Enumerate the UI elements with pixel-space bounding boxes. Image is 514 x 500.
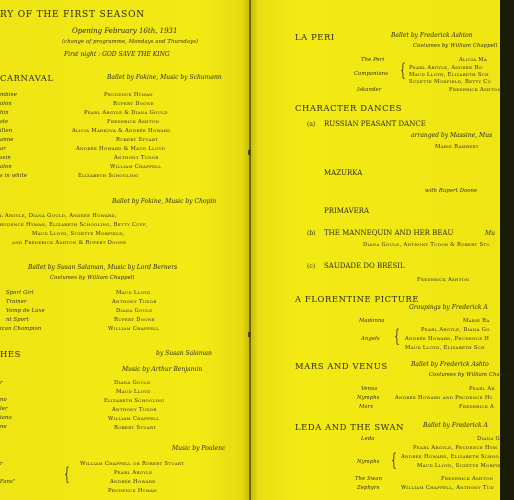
role: Madonna — [359, 318, 385, 324]
leda-credit: Ballet by Frederick A — [423, 422, 488, 429]
mars-venus-title: MARS AND VENUS — [295, 361, 388, 371]
role: Zephyrs — [357, 485, 380, 491]
role: Leda — [361, 436, 375, 442]
role: hin — [0, 110, 9, 116]
dance-title: SAUDADE DO BRÉSIL — [324, 262, 405, 270]
role: The Peri — [361, 57, 385, 63]
cast: Andrée Howard & Maud Lloyd — [76, 146, 166, 152]
cast: William Chappell — [110, 164, 162, 170]
cast: Andrée Howard, Prudence H — [405, 336, 490, 342]
role: The Swan — [355, 476, 383, 482]
season-title: RY OF THE FIRST SEASON — [0, 10, 145, 20]
change-note: (change of programme, Mondays and Thursdays) — [62, 39, 199, 45]
cast: Prudence Hyman — [104, 92, 153, 98]
cast: Rupert Doone — [113, 101, 154, 107]
cast: William Chappell — [108, 326, 160, 332]
dance-label: (b) — [307, 230, 316, 237]
role: illon — [0, 128, 13, 134]
role: Nymphs — [357, 395, 380, 401]
cast: Alicia Ma — [459, 57, 488, 63]
cast: Maud Lloyd, Suzette Morfield — [417, 463, 508, 469]
role: ne — [0, 424, 7, 430]
cast: Suzette Morfield, Betty Cu — [409, 79, 492, 85]
cast: Anthony Tudor — [114, 155, 159, 161]
cast: Pearl Argyle & Diana Gould — [84, 110, 168, 116]
mars-venus-costumes: Costumes by William Chappell — [429, 372, 514, 378]
carnaval-title: CARNAVAL — [0, 73, 54, 83]
mars-venus-credit: Ballet by Frederick Ashto — [411, 361, 489, 368]
cast: Andrée Howard and Prudence Hy — [395, 395, 493, 401]
cast: Frederick Ashton — [441, 476, 494, 482]
role: alon — [0, 164, 12, 170]
role: r — [0, 380, 3, 386]
role: olon — [0, 101, 12, 107]
cast: Maud Lloyd, Elizabeth Sch — [405, 345, 485, 351]
cast: Diana G — [477, 436, 500, 442]
cast: Diana Gould — [114, 380, 151, 386]
hes-credit: by Susan Salaman — [156, 350, 212, 357]
role: ican Champion — [0, 326, 42, 332]
chopin-cast-line: and Frederick Ashton & Rupert Doone — [12, 240, 127, 246]
chopin-cast-line: rudence Hyman, Elizabeth Schooling, Betty Cuff, — [0, 222, 148, 228]
dance-title: PRIMAVERA — [324, 207, 370, 215]
role: Fans" — [0, 479, 16, 485]
role: r — [0, 461, 3, 467]
cast: Frederick Ashton — [449, 87, 502, 93]
role: Iskander — [357, 87, 382, 93]
cast: William Chappell or Robert Stuart — [80, 461, 185, 467]
chopin-cast-line: Maud Lloyd, Suzette Morfield, — [32, 231, 125, 237]
berners-costumes: Costumes by William Chappell — [50, 275, 135, 281]
role: Vamp de Luxe — [6, 308, 45, 314]
cast: Pearl Argyle, Diana Go — [421, 327, 490, 333]
cast: Robert Stuart — [116, 137, 159, 143]
cast: Andrée Howard — [110, 479, 156, 485]
cast: Diana Gould — [116, 308, 153, 314]
florentine-credit: Groupings by Frederick A — [409, 304, 488, 311]
brace: { — [400, 60, 406, 81]
cast: Pearl Argyle, Andrée Ho — [409, 65, 483, 71]
cast: William Chappell — [108, 416, 160, 422]
role: ssin — [0, 155, 11, 161]
dance-title: THE MANNEQUIN AND HER BEAU — [324, 229, 454, 237]
cast: Maud Lloyd, Elizabeth Sch — [409, 72, 489, 78]
role: Angels — [361, 336, 380, 342]
hes-music: Music by Arthur Benjamin — [122, 366, 203, 373]
cast: Pearl Argyle — [114, 470, 153, 476]
role: no — [0, 397, 7, 403]
la-peri-title: LA PERI — [295, 32, 335, 42]
berners-credit: Ballet by Susan Salaman, Music by Lord Berners — [28, 264, 178, 271]
first-night: First night : GOD SAVE THE KING — [64, 51, 170, 58]
role: ler — [0, 406, 8, 412]
cast: Prudence Hyman — [108, 488, 157, 494]
character-dances-title: CHARACTER DANCES — [295, 103, 403, 113]
cast: Pearl Argyle, Prudence Hym — [413, 445, 498, 451]
cast: Marie Ra — [463, 318, 490, 324]
role: Sport Girl — [6, 290, 34, 296]
dance-label: (c) — [307, 263, 316, 270]
cast: Maud Lloyd — [116, 389, 151, 395]
brace: { — [394, 326, 400, 347]
role: Trainer — [6, 299, 27, 305]
role: Venus — [361, 386, 378, 392]
dance-title: RUSSIAN PEASANT DANCE — [324, 120, 426, 128]
cast: Frederick Ashton — [107, 119, 160, 125]
dance-cast: Marie Rambert — [435, 144, 479, 150]
left-page — [0, 0, 249, 500]
cast: Anthony Tudor — [112, 299, 157, 305]
cast: Elizabeth Schooling — [104, 398, 165, 404]
role: Nymphs — [357, 459, 380, 465]
cast: Pearl Ar — [469, 386, 495, 392]
cast: Frederick A — [459, 404, 494, 410]
cast: Elizabeth Schooling — [78, 173, 139, 179]
carnaval-credit: Ballet by Fokine, Music by Schumann — [107, 74, 222, 81]
cast: Anthony Tudor — [112, 407, 157, 413]
florentine-title: A FLORENTINE PICTURE — [295, 294, 420, 304]
role: ar — [0, 146, 6, 152]
la-peri-costumes: Costumes by William Chappell — [413, 43, 498, 49]
dance-title: MAZURKA — [324, 169, 363, 177]
role: iano — [0, 415, 12, 421]
role: s in white — [0, 173, 28, 179]
dance-credit: Mu — [485, 230, 496, 237]
chopin-credit: Ballet by Fokine, Music by Chopin — [112, 198, 217, 205]
leda-title: LEDA AND THE SWAN — [295, 422, 405, 432]
dance-credit: arranged by Massine, Mus — [411, 132, 493, 139]
poulenc-credit: Music by Poulenc — [172, 445, 226, 452]
cast: Rupert Doone — [114, 317, 155, 323]
hes-title: HES — [0, 349, 21, 359]
brace: { — [64, 464, 70, 485]
dance-cast: Frederick Ashton — [417, 277, 470, 283]
role: ste — [0, 119, 9, 125]
brace: { — [391, 450, 397, 471]
dance-label: (a) — [307, 121, 316, 128]
la-peri-credit: Ballet by Frederick Ashton — [391, 32, 473, 39]
cast: Robert Stuart — [114, 425, 157, 431]
right-page — [251, 0, 514, 500]
role: mbine — [0, 92, 18, 98]
role: nt Sport — [6, 317, 29, 323]
role: Mars — [359, 404, 374, 410]
cast: Maud Lloyd — [116, 290, 151, 296]
dance-cast: Diana Gould, Anthony Tudor & Robert Stu — [363, 242, 490, 248]
chopin-cast-line: l Argyle, Diana Gould, Andrée Howard, — [0, 213, 117, 219]
role: Companions — [354, 71, 389, 77]
dance-credit: with Rupert Doone — [425, 188, 478, 194]
cast: Alicia Markova & Andrée Howard — [72, 128, 171, 134]
role: anne — [0, 137, 14, 143]
opening-date: Opening February 16th, 1931 — [72, 27, 178, 35]
cast: William Chappell, Anthony Tud — [401, 485, 494, 491]
cast: Andrée Howard, Elizabeth Schoo — [401, 454, 500, 460]
